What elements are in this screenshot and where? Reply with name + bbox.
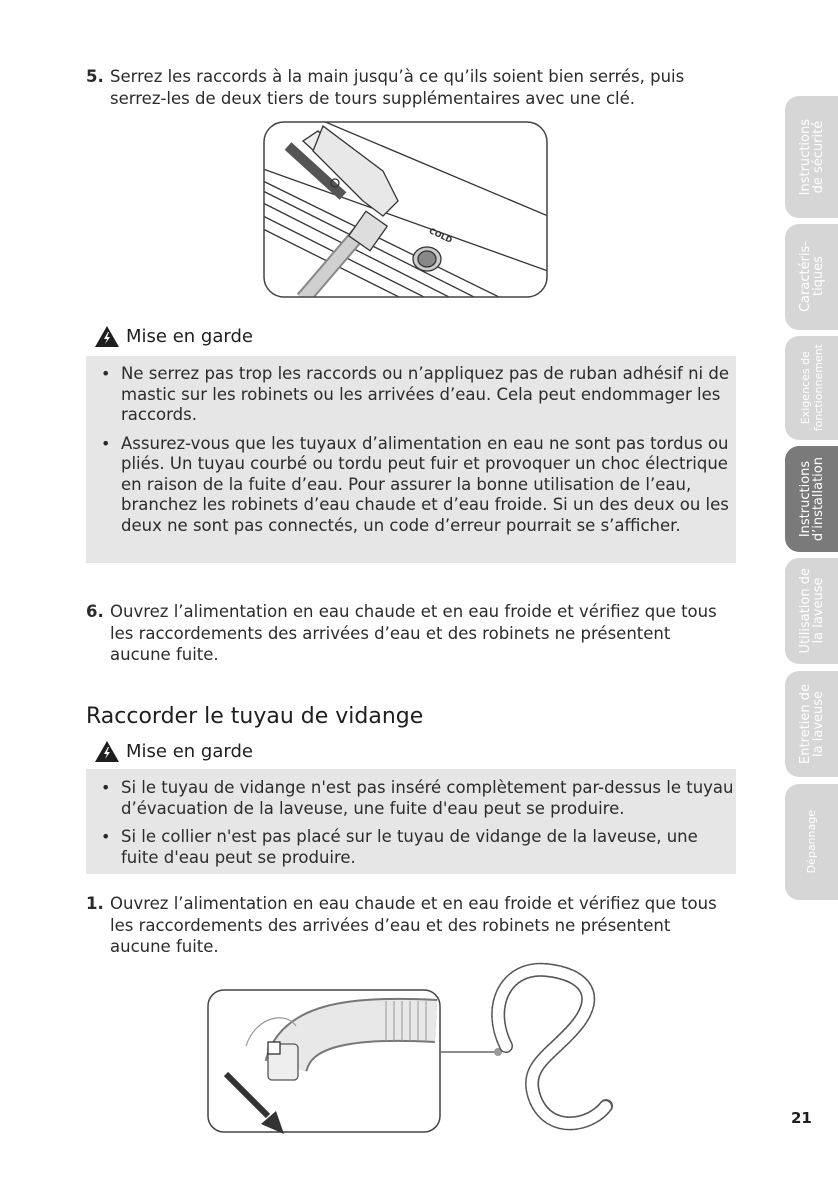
tab-washer-care[interactable]: Entretien de la laveuse — [785, 671, 838, 777]
warning-box — [86, 356, 736, 563]
warning-item: • Assurez-vous que les tuyaux d’alimentation en eau ne sont pas tordus ou pliés. Un tuyau courbé ou tordu peut fuir et provoquer un choc électrique en raison de la fuite d’eau. Pour assurer la bonne utilisation de l’eau, branchez les robinets d’eau chaude et d’eau froide. Si un des deux ou les deux ne sont pas connectés, un code d’erreur pourrait se s’afficher. — [86, 434, 736, 537]
drain-hose-illustration — [206, 956, 626, 1136]
step-6 — [86, 601, 736, 666]
tab-operating-requirements[interactable]: Exigences de fonctionnement — [785, 336, 838, 440]
warning-icon — [94, 325, 120, 348]
warning-title — [94, 325, 253, 348]
cold-label: COLD — [427, 226, 454, 245]
warning-icon — [94, 740, 120, 763]
step-number: 1. — [86, 894, 104, 913]
tab-troubleshooting[interactable]: Dépannage — [785, 784, 838, 900]
tab-safety-instructions[interactable]: Instructions de sécurité — [785, 96, 838, 218]
warning-item: • Si le collier n'est pas placé sur le tuyau de vidange de la laveuse, une fuite d'eau peut se produire. — [86, 827, 736, 868]
warning-box — [86, 769, 736, 874]
step-5 — [86, 66, 736, 109]
warning-item: • Ne serrez pas trop les raccords ou n’appliquez pas de ruban adhésif ni de mastic sur les robinets ou les arrivées d’eau. Cela peut endommager les raccords. — [86, 364, 736, 426]
step-number: 5. — [86, 67, 104, 86]
tab-features[interactable]: Caractéris- tiques — [785, 224, 838, 330]
tab-installation-instructions[interactable]: Instructions d’installation — [785, 446, 838, 552]
warning-item: • Si le tuyau de vidange n'est pas inséré complètement par-dessus le tuyau d’évacuation de la laveuse, une fuite d'eau peut se produire. — [86, 778, 736, 819]
warning-title — [94, 740, 253, 763]
step-number: 6. — [86, 602, 104, 621]
warning-title-text: Mise en garde — [126, 741, 253, 762]
section-heading: Raccorder le tuyau de vidange — [86, 704, 424, 729]
tab-using-washer[interactable]: Utilisation de la laveuse — [785, 558, 838, 664]
step-text: Ouvrez l’alimentation en eau chaude et en eau froide et vérifiez que tous les raccordements des arrivées d’eau et des robinets ne présentent aucune fuite. — [110, 894, 717, 956]
page-number: 21 — [791, 1109, 812, 1127]
step-text: Ouvrez l’alimentation en eau chaude et en eau froide et vérifiez que tous les raccordements des arrivées d’eau et des robinets ne présentent aucune fuite. — [110, 602, 717, 664]
step-text: Serrez les raccords à la main jusqu’à ce qu’ils soient bien serrés, puis serrez-les de deux tiers de tours supplémentaires avec une clé. — [110, 67, 685, 108]
wrench-tightening-illustration — [263, 121, 548, 299]
step-1 — [86, 893, 736, 958]
warning-title-text: Mise en garde — [126, 326, 253, 347]
